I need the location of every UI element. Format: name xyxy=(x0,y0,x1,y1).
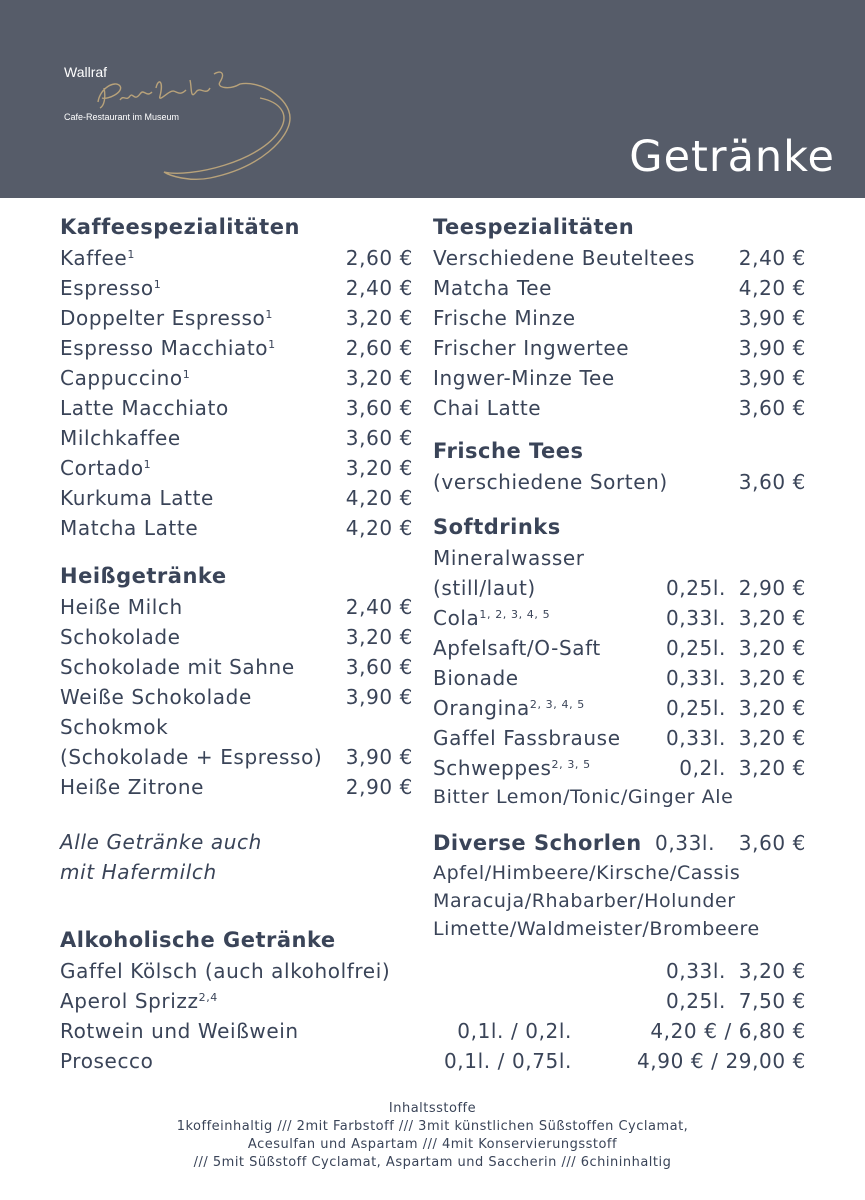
item-label: Schokolade mit Sahne xyxy=(60,655,295,679)
footnote-marker: 2, 3, 5 xyxy=(551,758,591,771)
item-name xyxy=(60,772,204,802)
kaffee-list xyxy=(60,243,413,543)
item-name xyxy=(433,273,552,303)
footer-line: Acesulfan und Aspartam /// 4mit Konservierungsstoff xyxy=(247,1137,618,1152)
menu-row xyxy=(433,573,806,603)
item-label: Matcha Tee xyxy=(433,276,553,300)
alkohol-section xyxy=(60,924,806,1076)
item-price: 2,60 € xyxy=(345,246,413,270)
item-label: (still/laut) xyxy=(433,576,536,600)
item-size: 0,25l. xyxy=(665,696,726,720)
item-name xyxy=(433,243,695,273)
item-size: 0,2l. xyxy=(679,756,726,780)
softdrink-variants: Bitter Lemon/Tonic/Ginger Ale xyxy=(433,786,734,808)
menu-row xyxy=(60,393,413,423)
menu-row xyxy=(60,986,806,1016)
menu-row xyxy=(60,363,413,393)
item-label: Cortado xyxy=(60,456,144,480)
item-name xyxy=(433,753,591,783)
item-price: 3,20 € xyxy=(738,696,806,720)
item-name xyxy=(60,303,273,333)
item-price: 3,20 € xyxy=(738,959,806,983)
section-title-kaffee: Kaffeespezialitäten xyxy=(60,215,300,239)
section-title-alkohol: Alkoholische Getränke xyxy=(60,928,336,952)
footer-title: Inhaltsstoffe xyxy=(388,1101,477,1116)
item-label: Doppelter Espresso xyxy=(60,306,266,330)
footnote-marker: 1, 2, 3, 4, 5 xyxy=(479,608,551,621)
footnote-marker: 1 xyxy=(182,368,191,381)
schorlen-header xyxy=(433,827,806,859)
section-title-heiss: Heißgetränke xyxy=(60,564,227,588)
item-price: 3,20 € xyxy=(345,625,413,649)
footnote-marker: 2,4 xyxy=(198,991,218,1004)
item-name xyxy=(60,652,295,682)
footer-line: /// 5mit Süßstoff Cyclamat, Aspartam und Saccherin /// 6chininhaltig xyxy=(193,1155,672,1170)
menu-row xyxy=(433,693,806,723)
item-name xyxy=(60,622,181,652)
logo-subtitle: Cafe-Restaurant im Museum xyxy=(64,112,180,122)
menu-row xyxy=(60,453,413,483)
item-size: 0,33l. xyxy=(665,726,726,750)
item-label: Heiße Zitrone xyxy=(60,775,205,799)
menu-row xyxy=(60,423,413,453)
item-label: Bionade xyxy=(433,666,519,690)
menu-row xyxy=(60,742,413,772)
menu-row xyxy=(433,723,806,753)
item-label: Ingwer-Minze Tee xyxy=(433,366,615,390)
item-price: 2,90 € xyxy=(738,576,806,600)
item-label: Cappuccino xyxy=(60,366,183,390)
section-title-tee: Teespezialitäten xyxy=(433,215,635,239)
item-label: Matcha Latte xyxy=(60,516,199,540)
item-size: 0,33l. xyxy=(655,831,716,855)
header-banner xyxy=(0,0,865,198)
item-label: Verschiedene Beuteltees xyxy=(433,246,696,270)
page-title: Getränke xyxy=(629,132,835,182)
section-title-schorlen: Diverse Schorlen xyxy=(433,831,642,855)
menu-row xyxy=(60,303,413,333)
item-size: 0,1l. / 0,75l. xyxy=(443,1049,572,1073)
menu-row xyxy=(433,273,806,303)
item-name xyxy=(60,1016,299,1046)
item-size: 0,1l. / 0,2l. xyxy=(457,1019,572,1043)
item-size: 0,33l. xyxy=(665,606,726,630)
menu-row xyxy=(433,243,806,273)
footer-line: 1koffeinhaltig /// 2mit Farbstoff /// 3mit künstlichen Süßstoffen Cyclamat, xyxy=(176,1119,689,1134)
note-line: mit Hafermilch xyxy=(60,860,217,884)
item-name xyxy=(433,363,615,393)
item-price: 2,40 € xyxy=(345,595,413,619)
item-price: 3,60 € xyxy=(345,396,413,420)
item-label: Prosecco xyxy=(60,1049,154,1073)
item-price: 3,60 € xyxy=(345,426,413,450)
item-name xyxy=(60,393,229,423)
item-name xyxy=(60,592,183,622)
item-size: 0,33l. xyxy=(665,666,726,690)
item-price: 2,90 € xyxy=(345,775,413,799)
item-name xyxy=(60,712,168,742)
item-price: 3,60 € xyxy=(738,831,806,855)
ingredients-footer xyxy=(0,1100,865,1172)
item-label: Apfelsaft/O-Saft xyxy=(433,636,601,660)
item-size: 0,33l. xyxy=(665,959,726,983)
menu-row xyxy=(433,543,806,573)
item-name xyxy=(60,243,135,273)
item-label: Frische Minze xyxy=(433,306,576,330)
item-name xyxy=(433,723,621,753)
section-title-frische: Frische Tees xyxy=(433,439,584,463)
tee-list xyxy=(433,243,806,423)
item-price: 4,20 € xyxy=(738,276,806,300)
item-price: 3,90 € xyxy=(738,306,806,330)
menu-row xyxy=(60,483,413,513)
menu-row xyxy=(60,772,413,802)
footnote-marker: 1 xyxy=(153,278,162,291)
menu-row xyxy=(60,1046,806,1076)
schorlen-variant: Apfel/Himbeere/Kirsche/Cassis xyxy=(433,862,741,884)
item-name xyxy=(60,363,190,393)
item-name xyxy=(433,573,536,603)
item-label: Frischer Ingwertee xyxy=(433,336,630,360)
item-price: 4,20 € / 6,80 € xyxy=(650,1019,806,1043)
menu-row xyxy=(433,663,806,693)
item-price: 2,40 € xyxy=(345,276,413,300)
footnote-marker: 1 xyxy=(127,248,135,261)
heiss-list xyxy=(60,592,413,802)
menu-row xyxy=(60,1016,806,1046)
item-label: Heiße Milch xyxy=(60,595,183,619)
item-label: Schokolade xyxy=(60,625,181,649)
menu-row xyxy=(60,712,413,742)
menu-row xyxy=(433,753,806,783)
menu-row xyxy=(60,592,413,622)
footnote-marker: 1 xyxy=(143,458,152,471)
item-label: Weiße Schokolade xyxy=(60,685,252,709)
item-name xyxy=(433,303,576,333)
item-price: 2,60 € xyxy=(345,336,413,360)
menu-row xyxy=(433,467,806,497)
menu-row xyxy=(433,633,806,663)
item-name: (verschiedene Sorten) xyxy=(433,470,668,494)
item-price: 3,60 € xyxy=(345,655,413,679)
item-label: Kurkuma Latte xyxy=(60,486,214,510)
item-name xyxy=(60,483,214,513)
hafermilch-note xyxy=(60,827,413,887)
item-name xyxy=(60,986,218,1016)
item-label: Espresso xyxy=(60,276,154,300)
item-name xyxy=(60,273,161,303)
item-name xyxy=(433,603,550,633)
item-name xyxy=(60,423,181,453)
item-label: Milchkaffee xyxy=(60,426,181,450)
item-name xyxy=(60,513,198,543)
schorlen-variant: Limette/Waldmeister/Brombeere xyxy=(433,918,760,940)
menu-row xyxy=(433,363,806,393)
note-line: Alle Getränke auch xyxy=(60,830,262,854)
item-price: 3,60 € xyxy=(738,396,806,420)
item-name xyxy=(433,393,541,423)
schorlen-variant: Maracuja/Rhabarber/Holunder xyxy=(433,890,736,912)
logo-wordmark: Wallraf xyxy=(64,64,108,80)
item-label: Rotwein und Weißwein xyxy=(60,1019,299,1043)
menu-row xyxy=(433,393,806,423)
item-name: Mineralwasser xyxy=(433,546,585,570)
item-name xyxy=(433,633,601,663)
item-price: 2,40 € xyxy=(738,246,806,270)
item-label: Aperol Sprizz xyxy=(60,989,199,1013)
menu-row xyxy=(60,273,413,303)
menu-row xyxy=(60,682,413,712)
item-name xyxy=(433,693,585,723)
item-price: 3,20 € xyxy=(738,606,806,630)
item-name xyxy=(60,956,390,986)
item-label: Latte Macchiato xyxy=(60,396,229,420)
soft-list xyxy=(433,573,806,783)
item-price: 4,20 € xyxy=(345,486,413,510)
item-label: Schweppes xyxy=(433,756,552,780)
right-column xyxy=(433,211,806,943)
item-name xyxy=(60,742,322,772)
item-name xyxy=(60,333,276,363)
item-price: 3,90 € xyxy=(738,366,806,390)
menu-row xyxy=(433,303,806,333)
item-size: 0,25l. xyxy=(665,989,726,1013)
item-label: Chai Latte xyxy=(433,396,542,420)
left-column xyxy=(60,211,413,887)
item-label: Orangina xyxy=(433,696,530,720)
item-price: 3,90 € xyxy=(738,336,806,360)
menu-row xyxy=(60,333,413,363)
item-price: 4,20 € xyxy=(345,516,413,540)
menu-row xyxy=(60,622,413,652)
item-size: 0,25l. xyxy=(665,636,726,660)
item-label: Espresso Macchiato xyxy=(60,336,269,360)
alkohol-list xyxy=(60,956,806,1076)
item-name xyxy=(60,1046,153,1076)
item-price: 3,20 € xyxy=(738,756,806,780)
footnote-marker: 1 xyxy=(265,308,273,321)
item-price: 3,90 € xyxy=(345,745,413,769)
item-label: Gaffel Fassbrause xyxy=(433,726,621,750)
item-price: 3,20 € xyxy=(345,456,413,480)
item-price: 3,20 € xyxy=(345,306,413,330)
item-price: 3,60 € xyxy=(738,470,806,494)
menu-row xyxy=(60,243,413,273)
item-label: Kaffee xyxy=(60,246,128,270)
item-price: 3,90 € xyxy=(345,685,413,709)
item-label: Gaffel Kölsch (auch alkoholfrei) xyxy=(60,959,391,983)
item-name xyxy=(433,663,519,693)
item-label: Schokmok xyxy=(60,715,169,739)
item-price: 7,50 € xyxy=(738,989,806,1013)
item-price: 3,20 € xyxy=(345,366,413,390)
item-price: 4,90 € / 29,00 € xyxy=(636,1049,806,1073)
item-price: 3,20 € xyxy=(738,726,806,750)
item-name xyxy=(433,333,629,363)
item-price: 3,20 € xyxy=(738,636,806,660)
menu-row xyxy=(60,652,413,682)
item-name xyxy=(60,453,151,483)
menu-row xyxy=(60,956,806,986)
menu-row xyxy=(60,513,413,543)
item-label: (Schokolade + Espresso) xyxy=(60,745,323,769)
item-price: 3,20 € xyxy=(738,666,806,690)
item-name xyxy=(60,682,252,712)
logo xyxy=(60,58,310,188)
footnote-marker: 2, 3, 4, 5 xyxy=(529,698,585,711)
item-label: Cola xyxy=(433,606,480,630)
item-size: 0,25l. xyxy=(665,576,726,600)
footnote-marker: 1 xyxy=(268,338,276,351)
menu-row xyxy=(433,603,806,633)
menu-row xyxy=(433,333,806,363)
section-title-soft: Softdrinks xyxy=(433,515,561,539)
